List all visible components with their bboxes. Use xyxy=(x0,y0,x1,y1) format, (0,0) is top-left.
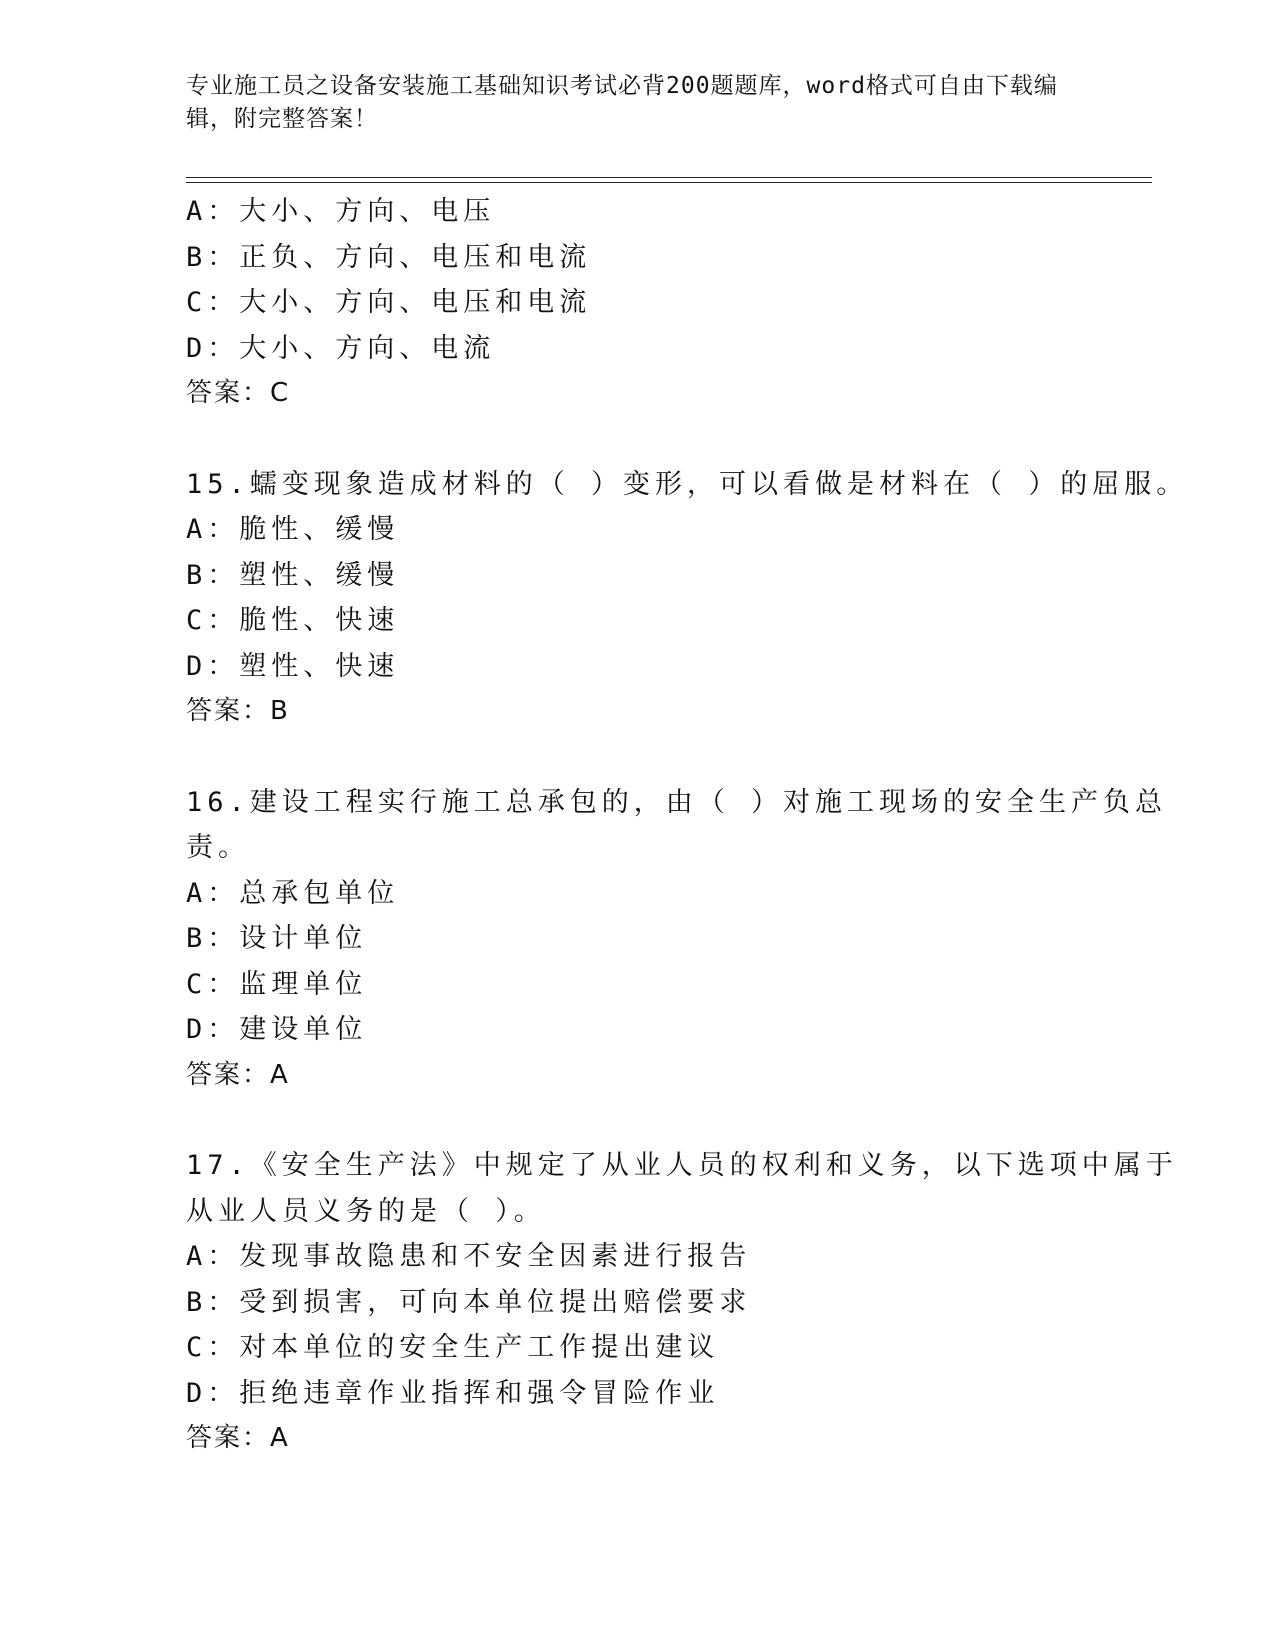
document-body xyxy=(186,189,1189,1462)
question-stem-line-2: 从业人员义务的是（ ）。 xyxy=(186,1195,546,1227)
option-a: A：脆性、缓慢 xyxy=(186,514,400,545)
question-14 xyxy=(186,189,1086,417)
spacer xyxy=(186,1098,1086,1143)
option-b: B：塑性、缓慢 xyxy=(186,559,400,591)
option-d: D：拒绝违章作业指挥和强令冒险作业 xyxy=(186,1377,720,1409)
option-c: C：脆性、快速 xyxy=(186,605,400,636)
document-header: 专业施工员之设备安装施工基础知识考试必背200题题库，word格式可自由下载编辑，附完整答案！ xyxy=(186,73,1058,132)
question-stem-line-1: 17.《安全生产法》中规定了从业人员的权利和义务，以下选项中属于 xyxy=(186,1150,1178,1181)
answer: 答案：A xyxy=(186,1059,290,1090)
option-c: C：监理单位 xyxy=(186,968,368,1000)
option-d: D：大小、方向、电流 xyxy=(186,332,496,364)
spacer xyxy=(186,735,1086,780)
question-stem: 15.蠕变现象造成材料的（ ）变形，可以看做是材料在（ ）的屈服。 xyxy=(186,468,1189,500)
question-17 xyxy=(186,1143,1178,1462)
option-c: C：对本单位的安全生产工作提出建议 xyxy=(186,1332,720,1363)
option-b: B：设计单位 xyxy=(186,923,368,954)
spacer xyxy=(186,417,1086,462)
option-b: B：正负、方向、电压和电流 xyxy=(186,241,592,273)
option-a: A：发现事故隐患和不安全因素进行报告 xyxy=(186,1241,752,1272)
question-16 xyxy=(186,780,1168,1099)
option-b: B：受到损害，可向本单位提出赔偿要求 xyxy=(186,1286,752,1318)
option-d: D：建设单位 xyxy=(186,1014,368,1045)
answer: 答案：A xyxy=(186,1423,290,1453)
answer: 答案：B xyxy=(186,696,290,726)
option-c: C：大小、方向、电压和电流 xyxy=(186,287,592,318)
option-a: A：大小、方向、电压 xyxy=(186,196,496,227)
answer: 答案：C xyxy=(186,378,291,408)
question-stem-line-1: 16.建设工程实行施工总承包的，由（ ）对施工现场的安全生产负总 xyxy=(186,786,1168,818)
header-rule-bottom xyxy=(186,182,1152,183)
question-15 xyxy=(186,462,1189,735)
option-a: A：总承包单位 xyxy=(186,877,400,909)
option-d: D：塑性、快速 xyxy=(186,650,400,682)
question-stem-line-2: 责。 xyxy=(186,832,250,863)
header-rule-top xyxy=(186,177,1152,178)
